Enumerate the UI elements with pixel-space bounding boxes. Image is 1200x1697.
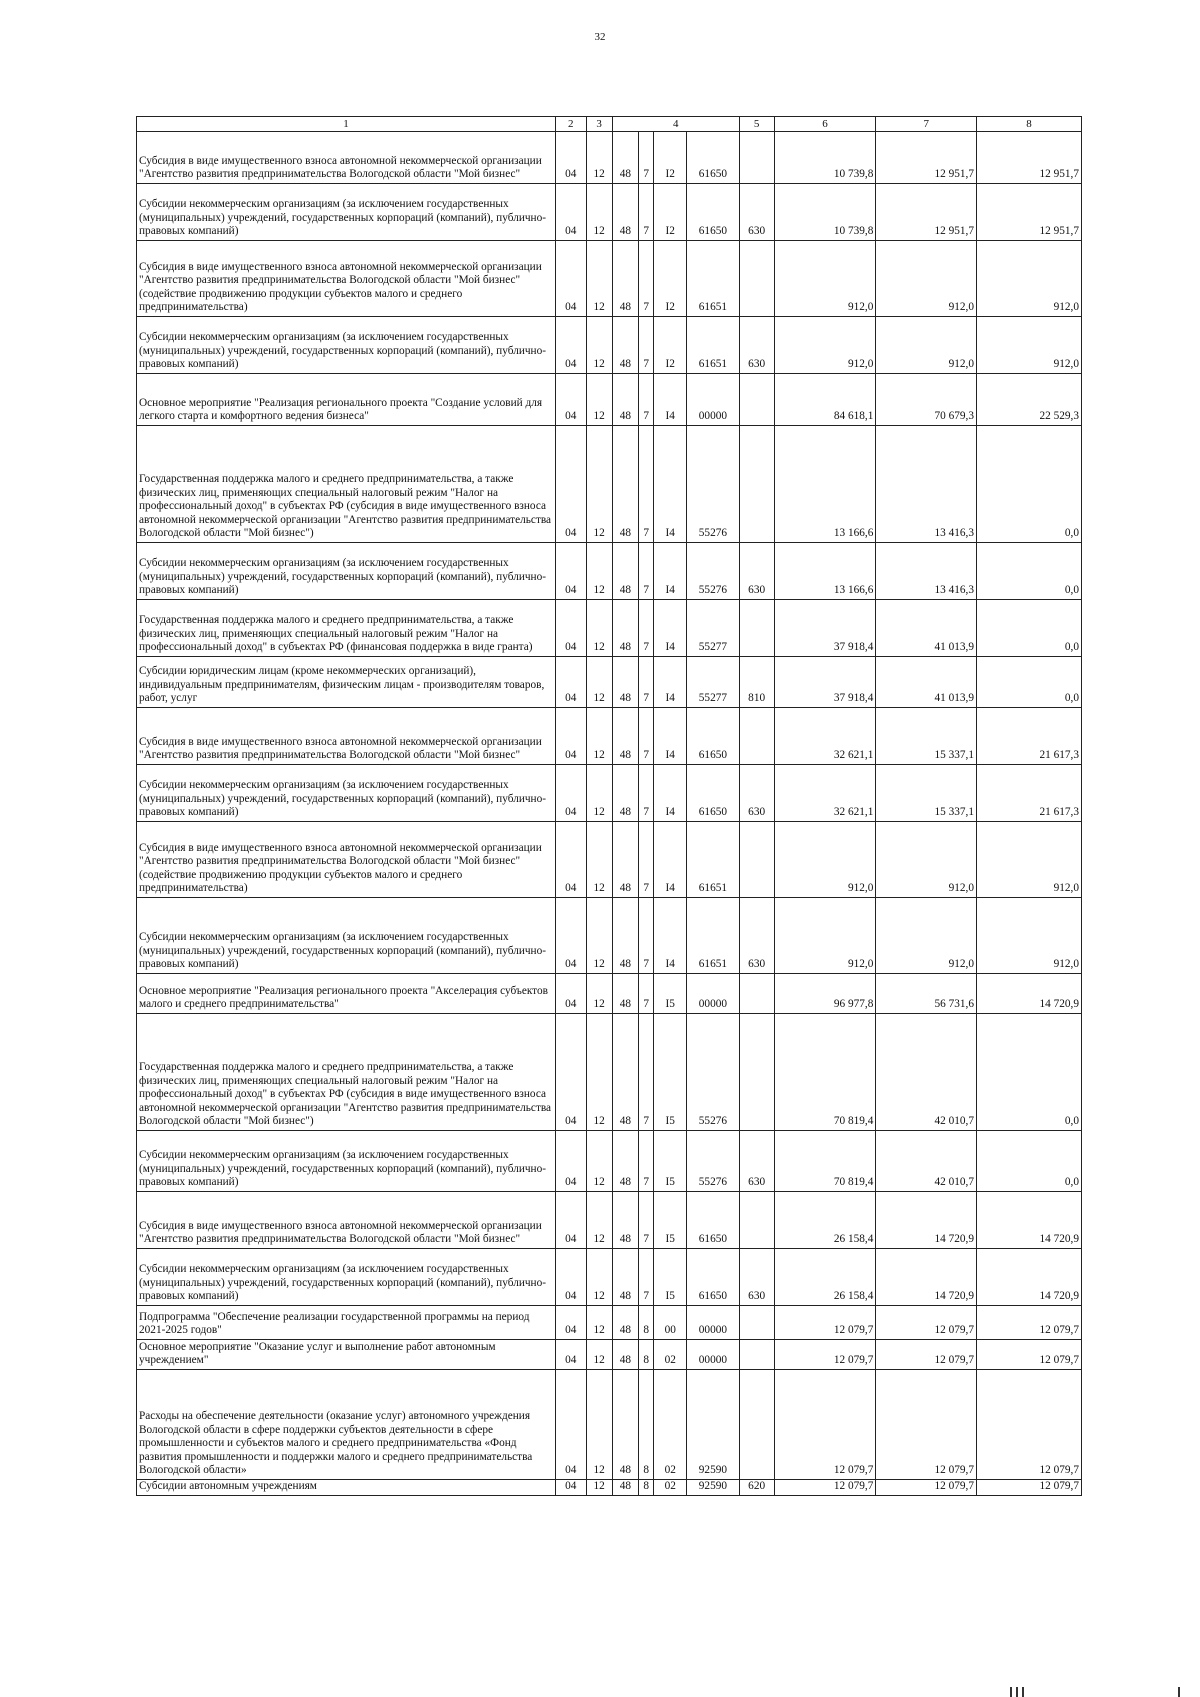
row-amount-7: 70 679,3 <box>876 374 977 426</box>
row-section: 04 <box>555 822 586 898</box>
row-target-code-3: 02 <box>654 1340 687 1370</box>
row-section: 04 <box>555 1014 586 1131</box>
row-target-code-2: 7 <box>639 1014 654 1131</box>
row-target-code-2: 7 <box>639 317 654 374</box>
header-col-7: 7 <box>876 117 977 132</box>
row-name: Субсидии автономным учреждениям <box>137 1480 556 1496</box>
row-subsection: 12 <box>586 1014 612 1131</box>
row-expense-type <box>739 1306 774 1340</box>
row-name: Субсидии некоммерческим организациям (за исключением государственных (муниципальных) учреждений, государственных корпораций (компаний), публично-правовых компаний) <box>137 317 556 374</box>
row-target-code-3: 02 <box>654 1480 687 1496</box>
row-amount-7: 12 079,7 <box>876 1480 977 1496</box>
row-subsection: 12 <box>586 1306 612 1340</box>
row-name: Субсидия в виде имущественного взноса автономной некоммерческой организации "Агентство развития предпринимательства Вологодской области "Мой бизнес" (содействие продвижению продукции субъектов малого и среднего предпринимательства) <box>137 822 556 898</box>
row-target-code-2: 7 <box>639 241 654 317</box>
row-amount-7: 912,0 <box>876 822 977 898</box>
row-amount-8: 12 951,7 <box>977 132 1082 184</box>
row-amount-8: 12 079,7 <box>977 1480 1082 1496</box>
row-amount-6: 37 918,4 <box>774 600 876 657</box>
row-expense-type: 630 <box>739 317 774 374</box>
row-section: 04 <box>555 241 586 317</box>
row-section: 04 <box>555 184 586 241</box>
row-subsection: 12 <box>586 241 612 317</box>
row-amount-6: 912,0 <box>774 241 876 317</box>
row-amount-6: 12 079,7 <box>774 1306 876 1340</box>
row-amount-7: 912,0 <box>876 317 977 374</box>
row-target-code-4: 00000 <box>687 374 740 426</box>
row-expense-type: 630 <box>739 184 774 241</box>
table-row <box>137 426 1082 543</box>
row-target-code-3: I5 <box>654 1014 687 1131</box>
row-subsection: 12 <box>586 374 612 426</box>
row-target-code-1: 48 <box>612 1306 638 1340</box>
row-subsection: 12 <box>586 898 612 974</box>
row-target-code-1: 48 <box>612 543 638 600</box>
row-expense-type: 630 <box>739 898 774 974</box>
row-target-code-2: 7 <box>639 132 654 184</box>
row-amount-6: 32 621,1 <box>774 765 876 822</box>
row-section: 04 <box>555 132 586 184</box>
row-subsection: 12 <box>586 543 612 600</box>
row-name: Государственная поддержка малого и среднего предпринимательства, а также физических лиц, применяющих специальный налоговый режим "Налог на профессиональный доход" в субъектах РФ (субсидия в виде имущественного взноса автономной некоммерческой организации "Агентство развития предпринимательства Вологодской области "Мой бизнес") <box>137 1014 556 1131</box>
row-subsection: 12 <box>586 1192 612 1249</box>
row-amount-8: 12 079,7 <box>977 1370 1082 1480</box>
row-target-code-2: 7 <box>639 543 654 600</box>
row-target-code-4: 61651 <box>687 317 740 374</box>
row-target-code-2: 7 <box>639 898 654 974</box>
table-row <box>137 1131 1082 1192</box>
table-row <box>137 184 1082 241</box>
row-subsection: 12 <box>586 317 612 374</box>
row-target-code-3: I4 <box>654 374 687 426</box>
header-col-4: 4 <box>612 117 739 132</box>
table-row <box>137 822 1082 898</box>
row-target-code-4: 00000 <box>687 1306 740 1340</box>
row-name: Субсидии некоммерческим организациям (за исключением государственных (муниципальных) учреждений, государственных корпораций (компаний), публично-правовых компаний) <box>137 1131 556 1192</box>
row-target-code-4: 61650 <box>687 184 740 241</box>
row-target-code-4: 55277 <box>687 657 740 708</box>
row-amount-7: 41 013,9 <box>876 657 977 708</box>
row-section: 04 <box>555 1249 586 1306</box>
row-amount-6: 12 079,7 <box>774 1340 876 1370</box>
scan-mark <box>1016 1687 1018 1697</box>
row-amount-7: 12 079,7 <box>876 1306 977 1340</box>
row-target-code-3: I2 <box>654 184 687 241</box>
row-expense-type <box>739 1370 774 1480</box>
row-target-code-3: I5 <box>654 1131 687 1192</box>
row-target-code-2: 8 <box>639 1480 654 1496</box>
row-target-code-2: 8 <box>639 1370 654 1480</box>
row-amount-8: 0,0 <box>977 426 1082 543</box>
row-target-code-2: 7 <box>639 765 654 822</box>
row-expense-type <box>739 132 774 184</box>
row-amount-7: 42 010,7 <box>876 1014 977 1131</box>
row-target-code-1: 48 <box>612 426 638 543</box>
row-subsection: 12 <box>586 1340 612 1370</box>
row-target-code-4: 61650 <box>687 132 740 184</box>
row-target-code-1: 48 <box>612 374 638 426</box>
row-name: Подпрограмма "Обеспечение реализации государственной программы на период 2021-2025 годов" <box>137 1306 556 1340</box>
table-row <box>137 898 1082 974</box>
row-expense-type <box>739 600 774 657</box>
row-target-code-3: 02 <box>654 1370 687 1480</box>
row-section: 04 <box>555 974 586 1014</box>
row-target-code-1: 48 <box>612 1340 638 1370</box>
row-amount-6: 32 621,1 <box>774 708 876 765</box>
row-name: Субсидии некоммерческим организациям (за исключением государственных (муниципальных) учреждений, государственных корпораций (компаний), публично-правовых компаний) <box>137 898 556 974</box>
table-row <box>137 1306 1082 1340</box>
row-target-code-3: I5 <box>654 974 687 1014</box>
row-target-code-3: I4 <box>654 708 687 765</box>
header-col-2: 2 <box>555 117 586 132</box>
table-row <box>137 657 1082 708</box>
scan-mark <box>1178 1687 1180 1697</box>
row-amount-8: 12 079,7 <box>977 1306 1082 1340</box>
row-target-code-2: 7 <box>639 184 654 241</box>
row-name: Основное мероприятие "Реализация регионального проекта "Акселерация субъектов малого и среднего предпринимательства" <box>137 974 556 1014</box>
row-amount-8: 22 529,3 <box>977 374 1082 426</box>
row-expense-type <box>739 822 774 898</box>
row-section: 04 <box>555 1192 586 1249</box>
row-target-code-4: 55276 <box>687 1014 740 1131</box>
row-name: Субсидии юридическим лицам (кроме некоммерческих организаций), индивидуальным предпринимателям, физическим лицам - производителям товаров, работ, услуг <box>137 657 556 708</box>
row-target-code-3: I5 <box>654 1249 687 1306</box>
row-target-code-1: 48 <box>612 1249 638 1306</box>
row-target-code-1: 48 <box>612 708 638 765</box>
row-target-code-1: 48 <box>612 898 638 974</box>
row-amount-6: 26 158,4 <box>774 1192 876 1249</box>
row-target-code-2: 7 <box>639 1192 654 1249</box>
row-expense-type <box>739 974 774 1014</box>
row-name: Расходы на обеспечение деятельности (оказание услуг) автономного учреждения Вологодской области в сфере поддержки субъектов деятельности в сфере промышленности и субъектов малого и среднего предпринимательства «Фонд развития промышленности и поддержки малого и среднего предпринимательства Вологодской области» <box>137 1370 556 1480</box>
row-subsection: 12 <box>586 1370 612 1480</box>
row-target-code-1: 48 <box>612 1192 638 1249</box>
row-amount-7: 12 951,7 <box>876 132 977 184</box>
row-expense-type <box>739 1340 774 1370</box>
row-amount-8: 12 951,7 <box>977 184 1082 241</box>
row-name: Основное мероприятие "Реализация регионального проекта "Создание условий для легкого старта и комфортного ведения бизнеса" <box>137 374 556 426</box>
row-expense-type <box>739 1014 774 1131</box>
row-amount-7: 56 731,6 <box>876 974 977 1014</box>
row-subsection: 12 <box>586 974 612 1014</box>
row-section: 04 <box>555 898 586 974</box>
row-target-code-4: 55276 <box>687 1131 740 1192</box>
row-target-code-4: 92590 <box>687 1480 740 1496</box>
budget-table <box>136 116 1082 1496</box>
row-amount-7: 15 337,1 <box>876 765 977 822</box>
row-amount-8: 14 720,9 <box>977 974 1082 1014</box>
row-target-code-4: 92590 <box>687 1370 740 1480</box>
header-col-8: 8 <box>977 117 1082 132</box>
row-target-code-3: I2 <box>654 132 687 184</box>
table-body <box>137 117 1082 1496</box>
row-amount-6: 10 739,8 <box>774 132 876 184</box>
row-expense-type <box>739 426 774 543</box>
row-amount-6: 70 819,4 <box>774 1014 876 1131</box>
row-amount-6: 912,0 <box>774 317 876 374</box>
row-target-code-2: 7 <box>639 1131 654 1192</box>
row-amount-8: 0,0 <box>977 657 1082 708</box>
row-target-code-1: 48 <box>612 1370 638 1480</box>
row-target-code-1: 48 <box>612 765 638 822</box>
row-amount-8: 912,0 <box>977 241 1082 317</box>
table-row <box>137 241 1082 317</box>
row-subsection: 12 <box>586 132 612 184</box>
row-target-code-4: 61650 <box>687 765 740 822</box>
row-target-code-4: 61650 <box>687 708 740 765</box>
row-subsection: 12 <box>586 708 612 765</box>
row-target-code-1: 48 <box>612 822 638 898</box>
table-row <box>137 543 1082 600</box>
row-expense-type: 810 <box>739 657 774 708</box>
row-expense-type: 630 <box>739 1131 774 1192</box>
row-amount-7: 42 010,7 <box>876 1131 977 1192</box>
row-name: Субсидия в виде имущественного взноса автономной некоммерческой организации "Агентство развития предпринимательства Вологодской области "Мой бизнес" (содействие продвижению продукции субъектов малого и среднего предпринимательства) <box>137 241 556 317</box>
row-section: 04 <box>555 543 586 600</box>
row-name: Субсидии некоммерческим организациям (за исключением государственных (муниципальных) учреждений, государственных корпораций (компаний), публично-правовых компаний) <box>137 543 556 600</box>
table-header-row <box>137 117 1082 132</box>
row-section: 04 <box>555 374 586 426</box>
table-row <box>137 765 1082 822</box>
row-amount-6: 912,0 <box>774 898 876 974</box>
row-amount-6: 13 166,6 <box>774 426 876 543</box>
header-col-5: 5 <box>739 117 774 132</box>
row-subsection: 12 <box>586 184 612 241</box>
scan-mark <box>1010 1687 1012 1697</box>
row-target-code-1: 48 <box>612 317 638 374</box>
row-amount-8: 0,0 <box>977 1131 1082 1192</box>
row-amount-8: 912,0 <box>977 822 1082 898</box>
row-amount-7: 12 079,7 <box>876 1370 977 1480</box>
row-expense-type: 630 <box>739 765 774 822</box>
row-target-code-1: 48 <box>612 1131 638 1192</box>
row-target-code-4: 00000 <box>687 974 740 1014</box>
row-amount-7: 14 720,9 <box>876 1249 977 1306</box>
row-target-code-3: I4 <box>654 543 687 600</box>
row-target-code-1: 48 <box>612 974 638 1014</box>
row-name: Субсидия в виде имущественного взноса автономной некоммерческой организации "Агентство развития предпринимательства Вологодской области "Мой бизнес" <box>137 132 556 184</box>
row-amount-8: 0,0 <box>977 600 1082 657</box>
row-expense-type <box>739 708 774 765</box>
row-amount-7: 912,0 <box>876 241 977 317</box>
row-subsection: 12 <box>586 426 612 543</box>
row-amount-8: 21 617,3 <box>977 708 1082 765</box>
row-amount-8: 0,0 <box>977 543 1082 600</box>
row-expense-type: 630 <box>739 1249 774 1306</box>
row-expense-type: 620 <box>739 1480 774 1496</box>
row-name: Субсидии некоммерческим организациям (за исключением государственных (муниципальных) учреждений, государственных корпораций (компаний), публично-правовых компаний) <box>137 765 556 822</box>
header-col-6: 6 <box>774 117 876 132</box>
row-amount-7: 13 416,3 <box>876 426 977 543</box>
row-target-code-2: 7 <box>639 426 654 543</box>
page-number: 32 <box>594 31 606 43</box>
row-amount-6: 912,0 <box>774 822 876 898</box>
row-amount-7: 13 416,3 <box>876 543 977 600</box>
table-row <box>137 1249 1082 1306</box>
row-section: 04 <box>555 1131 586 1192</box>
row-target-code-1: 48 <box>612 657 638 708</box>
header-col-1: 1 <box>137 117 556 132</box>
header-col-3: 3 <box>586 117 612 132</box>
row-amount-6: 84 618,1 <box>774 374 876 426</box>
row-amount-8: 21 617,3 <box>977 765 1082 822</box>
row-subsection: 12 <box>586 1480 612 1496</box>
row-section: 04 <box>555 600 586 657</box>
table-row <box>137 708 1082 765</box>
row-amount-6: 13 166,6 <box>774 543 876 600</box>
row-section: 04 <box>555 1340 586 1370</box>
row-target-code-4: 61650 <box>687 1249 740 1306</box>
row-name: Субсидия в виде имущественного взноса автономной некоммерческой организации "Агентство развития предпринимательства Вологодской области "Мой бизнес" <box>137 708 556 765</box>
row-amount-7: 12 079,7 <box>876 1340 977 1370</box>
table-row <box>137 1192 1082 1249</box>
row-amount-6: 37 918,4 <box>774 657 876 708</box>
row-target-code-2: 7 <box>639 974 654 1014</box>
row-target-code-1: 48 <box>612 1480 638 1496</box>
row-expense-type: 630 <box>739 543 774 600</box>
table-row <box>137 974 1082 1014</box>
row-expense-type <box>739 1192 774 1249</box>
row-target-code-1: 48 <box>612 600 638 657</box>
row-section: 04 <box>555 765 586 822</box>
row-target-code-4: 61651 <box>687 822 740 898</box>
row-subsection: 12 <box>586 822 612 898</box>
row-amount-6: 12 079,7 <box>774 1480 876 1496</box>
row-target-code-4: 55276 <box>687 543 740 600</box>
table-row <box>137 1480 1082 1496</box>
row-subsection: 12 <box>586 657 612 708</box>
row-target-code-1: 48 <box>612 241 638 317</box>
row-target-code-3: I2 <box>654 317 687 374</box>
row-target-code-3: 00 <box>654 1306 687 1340</box>
row-name: Государственная поддержка малого и среднего предпринимательства, а также физических лиц, применяющих специальный налоговый режим "Налог на профессиональный доход" в субъектах РФ (финансовая поддержка в виде гранта) <box>137 600 556 657</box>
row-amount-7: 41 013,9 <box>876 600 977 657</box>
row-target-code-2: 7 <box>639 374 654 426</box>
table-row <box>137 1340 1082 1370</box>
row-section: 04 <box>555 657 586 708</box>
row-name: Государственная поддержка малого и среднего предпринимательства, а также физических лиц, применяющих специальный налоговый режим "Налог на профессиональный доход" в субъектах РФ (субсидия в виде имущественного взноса автономной некоммерческой организации "Агентство развития предпринимательства Вологодской области "Мой бизнес") <box>137 426 556 543</box>
row-section: 04 <box>555 317 586 374</box>
table-row <box>137 132 1082 184</box>
row-amount-8: 14 720,9 <box>977 1192 1082 1249</box>
row-subsection: 12 <box>586 765 612 822</box>
row-target-code-2: 7 <box>639 822 654 898</box>
row-amount-8: 14 720,9 <box>977 1249 1082 1306</box>
row-name: Субсидии некоммерческим организациям (за исключением государственных (муниципальных) учреждений, государственных корпораций (компаний), публично-правовых компаний) <box>137 184 556 241</box>
row-target-code-3: I4 <box>654 765 687 822</box>
row-expense-type <box>739 241 774 317</box>
row-amount-8: 0,0 <box>977 1014 1082 1131</box>
table-row <box>137 374 1082 426</box>
row-target-code-4: 00000 <box>687 1340 740 1370</box>
row-subsection: 12 <box>586 600 612 657</box>
table-row <box>137 1370 1082 1480</box>
row-name: Субсидии некоммерческим организациям (за исключением государственных (муниципальных) учреждений, государственных корпораций (компаний), публично-правовых компаний) <box>137 1249 556 1306</box>
row-target-code-3: I4 <box>654 600 687 657</box>
row-section: 04 <box>555 1480 586 1496</box>
row-name: Основное мероприятие "Оказание услуг и выполнение работ автономным учреждением" <box>137 1340 556 1370</box>
row-target-code-4: 61651 <box>687 898 740 974</box>
row-target-code-3: I2 <box>654 241 687 317</box>
row-target-code-2: 7 <box>639 600 654 657</box>
row-section: 04 <box>555 1306 586 1340</box>
row-target-code-1: 48 <box>612 1014 638 1131</box>
row-target-code-4: 55277 <box>687 600 740 657</box>
row-amount-8: 912,0 <box>977 317 1082 374</box>
row-amount-8: 912,0 <box>977 898 1082 974</box>
row-target-code-1: 48 <box>612 132 638 184</box>
row-section: 04 <box>555 708 586 765</box>
row-name: Субсидия в виде имущественного взноса автономной некоммерческой организации "Агентство развития предпринимательства Вологодской области "Мой бизнес" <box>137 1192 556 1249</box>
row-amount-7: 12 951,7 <box>876 184 977 241</box>
row-amount-7: 912,0 <box>876 898 977 974</box>
row-amount-6: 10 739,8 <box>774 184 876 241</box>
table-row <box>137 600 1082 657</box>
row-target-code-2: 8 <box>639 1340 654 1370</box>
row-target-code-2: 7 <box>639 1249 654 1306</box>
row-amount-6: 96 977,8 <box>774 974 876 1014</box>
row-target-code-4: 55276 <box>687 426 740 543</box>
row-amount-7: 15 337,1 <box>876 708 977 765</box>
row-expense-type <box>739 374 774 426</box>
scan-mark <box>1022 1687 1024 1697</box>
row-target-code-3: I4 <box>654 657 687 708</box>
row-amount-8: 12 079,7 <box>977 1340 1082 1370</box>
row-target-code-4: 61650 <box>687 1192 740 1249</box>
row-target-code-2: 7 <box>639 657 654 708</box>
row-target-code-2: 8 <box>639 1306 654 1340</box>
row-subsection: 12 <box>586 1249 612 1306</box>
row-section: 04 <box>555 1370 586 1480</box>
table-row <box>137 1014 1082 1131</box>
row-amount-6: 26 158,4 <box>774 1249 876 1306</box>
row-target-code-3: I4 <box>654 898 687 974</box>
table-row <box>137 317 1082 374</box>
row-section: 04 <box>555 426 586 543</box>
row-target-code-3: I5 <box>654 1192 687 1249</box>
row-target-code-1: 48 <box>612 184 638 241</box>
row-amount-7: 14 720,9 <box>876 1192 977 1249</box>
row-target-code-4: 61651 <box>687 241 740 317</box>
row-amount-6: 12 079,7 <box>774 1370 876 1480</box>
row-target-code-3: I4 <box>654 426 687 543</box>
row-target-code-2: 7 <box>639 708 654 765</box>
row-amount-6: 70 819,4 <box>774 1131 876 1192</box>
row-subsection: 12 <box>586 1131 612 1192</box>
row-target-code-3: I4 <box>654 822 687 898</box>
